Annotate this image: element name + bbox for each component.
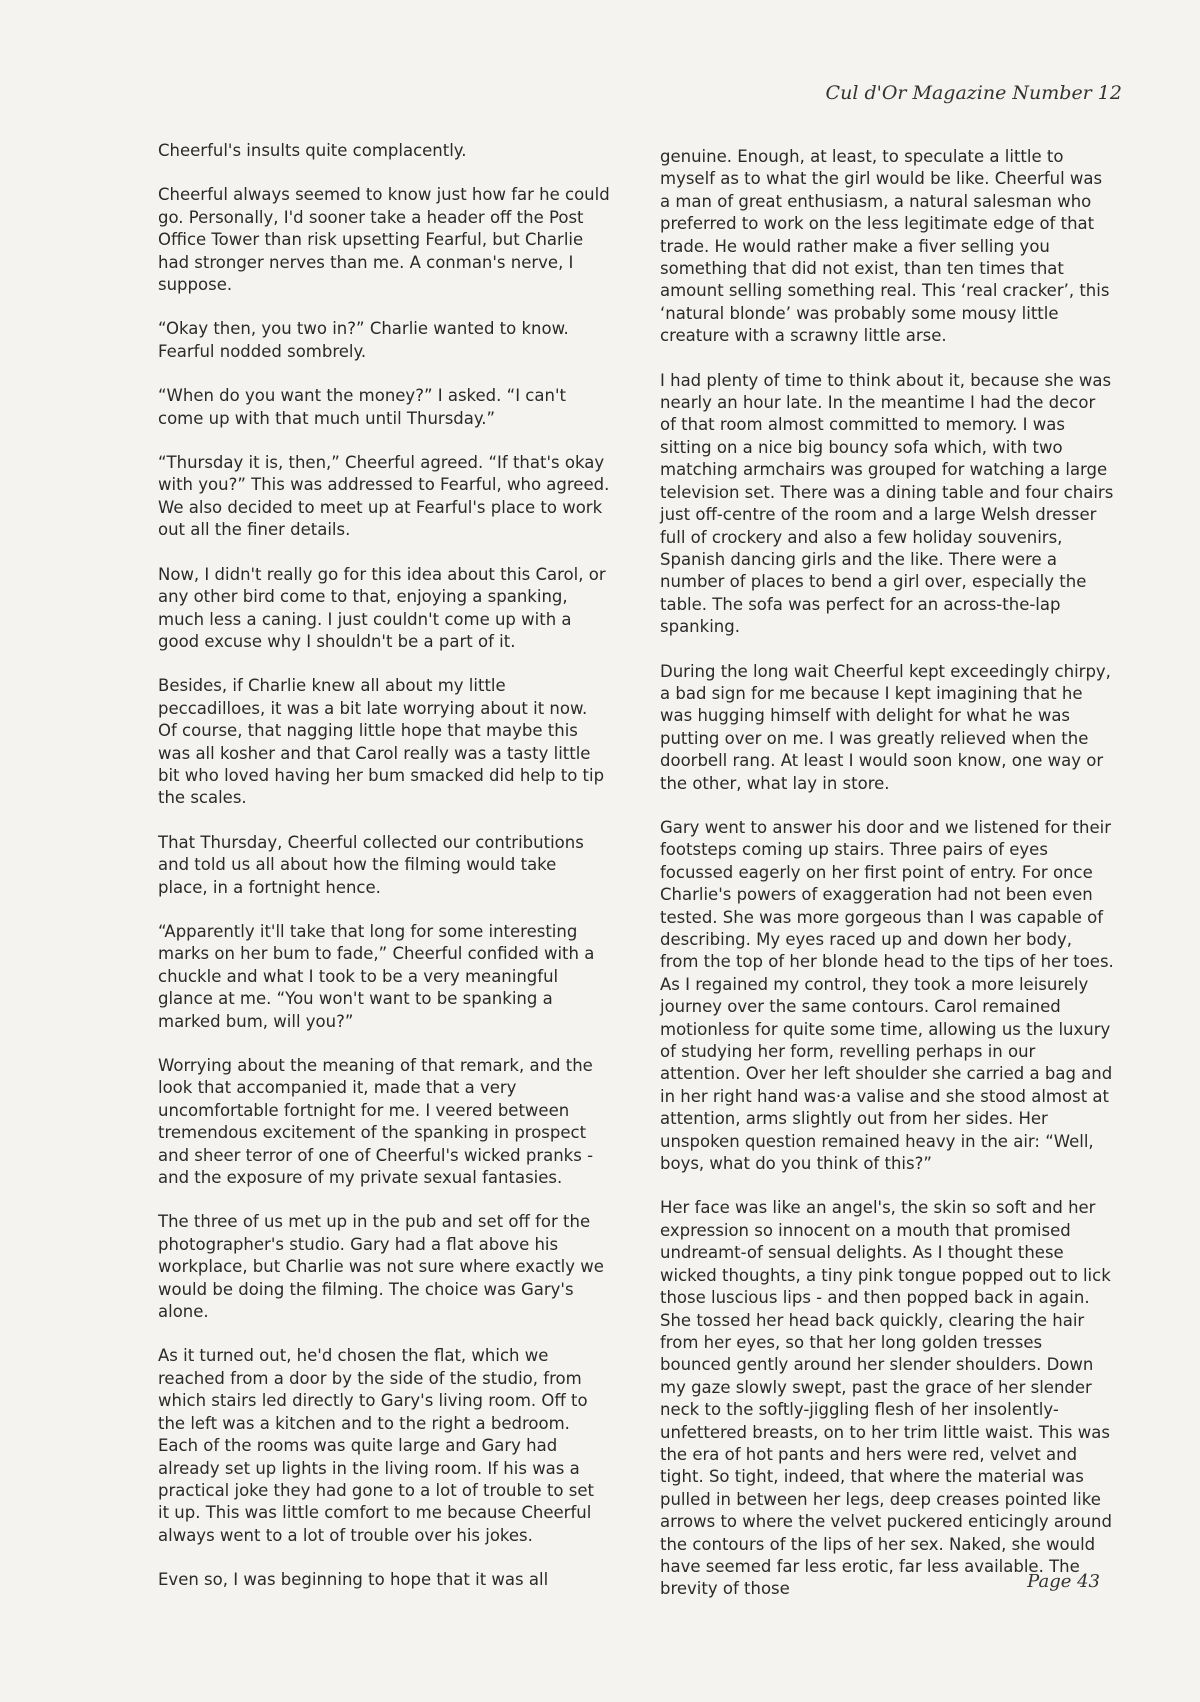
paragraph: “Okay then, you two in?” Charlie wanted to know. Fearful nodded sombrely. [158, 319, 569, 361]
magazine-header: Cul d'Or Magazine Number 12 [825, 82, 1122, 104]
right-column [660, 146, 1114, 1601]
left-column [158, 140, 610, 1592]
paragraph: As it turned out, he'd chosen the flat, which we reached from a door by the side of the studio, from which stairs led directly to Gary's living room. Off to the left was a kitchen and to the right a bedroom. Each of the rooms was quite large and Gary had already set up lights in the living room. If his was a practical joke they had gone to a lot of trouble to set it up. This was little comfort to me because Cheerful always went to a lot of trouble over his jokes. [158, 1346, 594, 1545]
paragraph: Cheerful's insults quite complacently. [158, 141, 467, 160]
paragraph: Cheerful always seemed to know just how far he could go. Personally, I'd sooner take a header off the Post Office Tower than risk upsetting Fearful, but Charlie had stronger nerves than me. A conman's nerve, I suppose. [158, 185, 610, 295]
paragraph: The three of us met up in the pub and set off for the photographer's studio. Gary had a flat above his workplace, but Charlie was not sure where exactly we would be doing the filming. The choice was Gary's alone. [158, 1212, 604, 1322]
paragraph: That Thursday, Cheerful collected our contributions and told us all about how the filming would take place, in a fortnight hence. [158, 832, 584, 897]
paragraph: “Thursday it is, then,” Cheerful agreed. “If that's okay with you?” This was addressed to Fearful, who agreed. We also decided to meet up at Fearful's place to work out all the finer details. [158, 453, 610, 540]
paragraph: Now, I didn't really go for this idea about this Carol, or any other bird come to that, enjoying a spanking, much less a caning. I just couldn't come up with a good excuse why I shouldn't be a part of it. [158, 564, 606, 651]
paragraph: Besides, if Charlie knew all about my little peccadilloes, it was a bit late worrying about it now. Of course, that nagging little hope that maybe this was all kosher and that Carol really was a tasty little bit who loved having her bum smacked did help to tip the scales. [158, 676, 605, 808]
page-number: Page 43 [1027, 1571, 1100, 1592]
paragraph: “When do you want the money?” I asked. “I can't come up with that much until Thursday.” [158, 386, 566, 428]
paragraph: During the long wait Cheerful kept exceedingly chirpy, a bad sign for me because I kept imagining that he was hugging himself with delight for what he was putting over on me. I was greatly relieved when the doorbell rang. At least I would soon know, one way or the other, what lay in store. [660, 661, 1111, 793]
paragraph: Worrying about the meaning of that remark, and the look that accompanied it, made that a very uncomfortable fortnight for me. I veered between tremendous excitement of the spanking in prospect and sheer terror of one of Cheerful's wicked pranks - and the exposure of my private sexual fantasies. [158, 1056, 594, 1188]
paragraph: Even so, I was beginning to hope that it was all [158, 1570, 549, 1590]
paragraph: I had plenty of time to think about it, because she was nearly an hour late. In the meantime I had the decor of that room almost committed to memory. I was sitting on a nice big bouncy sofa which, with two matching armchairs was grouped for watching a large television set. There was a dining table and four chairs just off-centre of the room and a large Welsh dresser full of crockery and also a few holiday souvenirs, Spanish dancing girls and the like. There were a number of places to bend a girl over, especially the table. The sofa was perfect for an across-the-lap spanking. [660, 370, 1114, 637]
paragraph: Her face was like an angel's, the skin so soft and her expression so innocent on a mouth that promised undreamt-of sensual delights. As I thought these wicked thoughts, a tiny pink tongue popped out to lick those luscious lips - and then popped back in again. She tossed her head back quickly, clearing the hair from her eyes, so that her long golden tresses bounced gently around her slender shoulders. Down my gaze slowly swept, past the grace of her slender neck to the softly-jiggling flesh of her insolently-unfettered breasts, on to her trim little waist. This was the era of hot pants and hers were red, velvet and tight. So tight, indeed, that where the material was pulled in between her legs, deep creases pointed like arrows to where the velvet puckered enticingly around the contours of the lips of her sex. Naked, she would have seemed far less erotic, far less available. The brevity of those [660, 1198, 1112, 1599]
paragraph: Gary went to answer his door and we listened for their footsteps coming up stairs. Three pairs of eyes focussed eagerly on her first point of entry. For once Charlie's powers of exaggeration had not been even tested. She was more gorgeous than I was capable of describing. My eyes raced up and down her body, from the top of her blonde head to the tips of her toes. As I regained my control, they took a more leisurely journey over the same contours. Carol remained motionless for quite some time, allowing us the luxury of studying her form, revelling perhaps in our attention. Over her left shoulder she carried a bag and in her right hand was·a valise and she stood almost at attention, arms slightly out from her sides. Her unspoken question remained heavy in the air: “Well, boys, what do you think of this?” [660, 817, 1114, 1174]
paragraph: genuine. Enough, at least, to speculate a little to myself as to what the girl would be like. Cheerful was a man of great enthusiasm, a natural salesman who preferred to work on the less legitimate edge of that trade. He would rather make a fiver selling you something that did not exist, than ten times that amount selling something real. This ‘real cracker’, this ‘natural blonde’ was probably some mousy little creature with a scrawny little arse. [660, 147, 1110, 346]
paragraph: “Apparently it'll take that long for some interesting marks on her bum to fade,” Cheerful confided with a chuckle and what I took to be a very meaningful glance at me. “You won't want to be spanking a marked bum, will you?” [158, 921, 595, 1031]
